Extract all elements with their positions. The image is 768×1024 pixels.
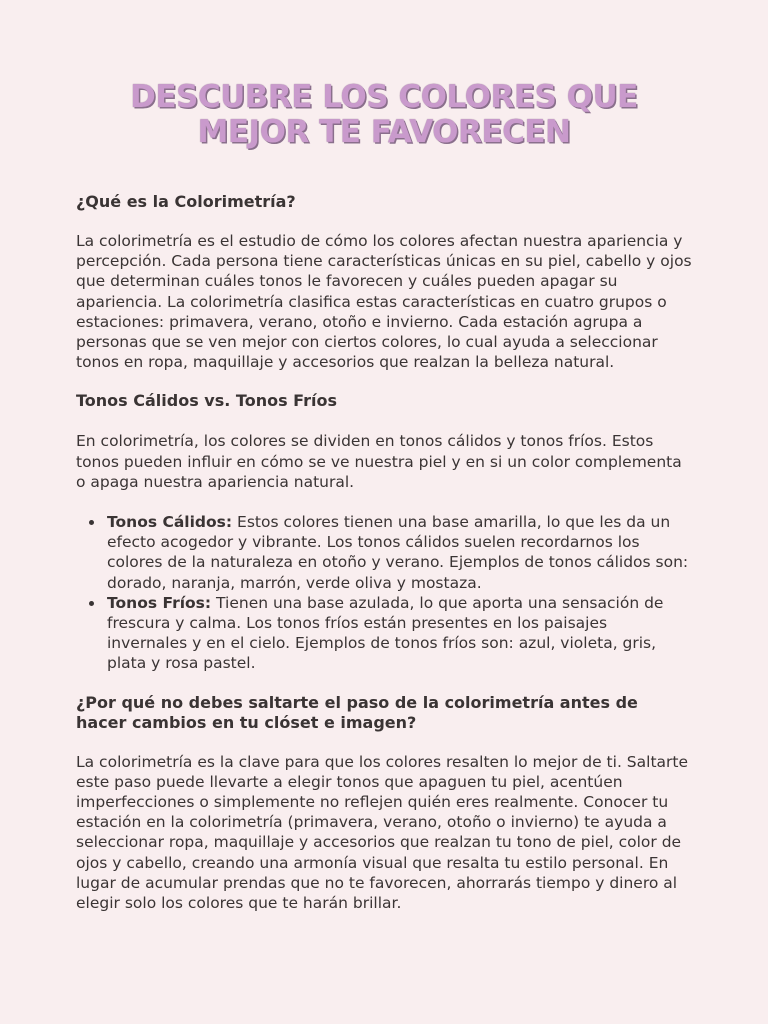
page-title-line-1: DESCUBRE LOS COLORES QUE	[130, 79, 638, 115]
section-body-why: La colorimetría es la clave para que los colores resalten lo mejor de ti. Saltarte este paso puede llevarte a elegir tonos que apaguen tu piel, acentúen imperfecciones o simplemente no reflejen quién eres realmente. Conocer tu estación en la colorimetría (primavera, verano, otoño o invierno) te ayuda a seleccionar ropa, maquillaje y accesorios que realzan tu tono de piel, color de ojos y cabello, creando una armonía visual que resalta tu estilo personal. En lugar de acumular prendas que no te favorecen, ahorrarás tiempo y dinero al elegir solo los colores que te harán brillar.	[76, 752, 689, 913]
bullet-warm-tones	[107, 512, 692, 593]
section-heading-tones: Tonos Cálidos vs. Tonos Fríos	[76, 391, 337, 411]
page-title	[76, 80, 692, 150]
section-body-tones: En colorimetría, los colores se dividen en tonos cálidos y tonos fríos. Estos tonos pueden influir en cómo se ve nuestra piel y en si un color complementa o apaga nuestra apariencia natural.	[76, 432, 682, 491]
bullet-dot-icon	[89, 601, 94, 606]
section-body-what: La colorimetría es el estudio de cómo los colores afectan nuestra apariencia y percepción. Cada persona tiene características únicas en su piel, cabello y ojos que determinan cuáles tonos le favorecen y cuáles pueden apagar su apariencia. La colorimetría clasifica estas características en cuatro grupos o estaciones: primavera, verano, otoño e invierno. Cada estación agrupa a personas que se ven mejor con ciertos colores, lo cual ayuda a seleccionar tonos en ropa, maquillaje y accesorios que realzan la belleza natural.	[76, 232, 692, 372]
section-heading-why: ¿Por qué no debes saltarte el paso de la colorimetría antes de hacer cambios en tu clóset e imagen?	[76, 692, 638, 732]
tones-bullet-list	[76, 512, 692, 674]
bullet-warm-text: Estos colores tienen una base amarilla, lo que les da un efecto acogedor y vibrante. Los tonos cálidos suelen recordarnos los colores de la naturaleza en otoño y verano. Ejemplos de tonos cálidos son: dorado, naranja, marrón, verde oliva y mostaza.	[107, 513, 689, 592]
bullet-cool-tones	[107, 593, 692, 674]
page-title-line-2: MEJOR TE FAVORECEN	[197, 114, 571, 150]
bullet-warm-label: Tonos Cálidos:	[107, 513, 233, 532]
bullet-cool-label: Tonos Fríos:	[107, 593, 212, 612]
bullet-cool-text: Tienen una base azulada, lo que aporta una sensación de frescura y calma. Los tonos fríos están presentes en los paisajes invernales y en el cielo. Ejemplos de tonos fríos son: azul, violeta, gris, plata y rosa pastel.	[107, 593, 664, 673]
bullet-dot-icon	[89, 520, 94, 525]
section-heading-what: ¿Qué es la Colorimetría?	[76, 192, 296, 211]
